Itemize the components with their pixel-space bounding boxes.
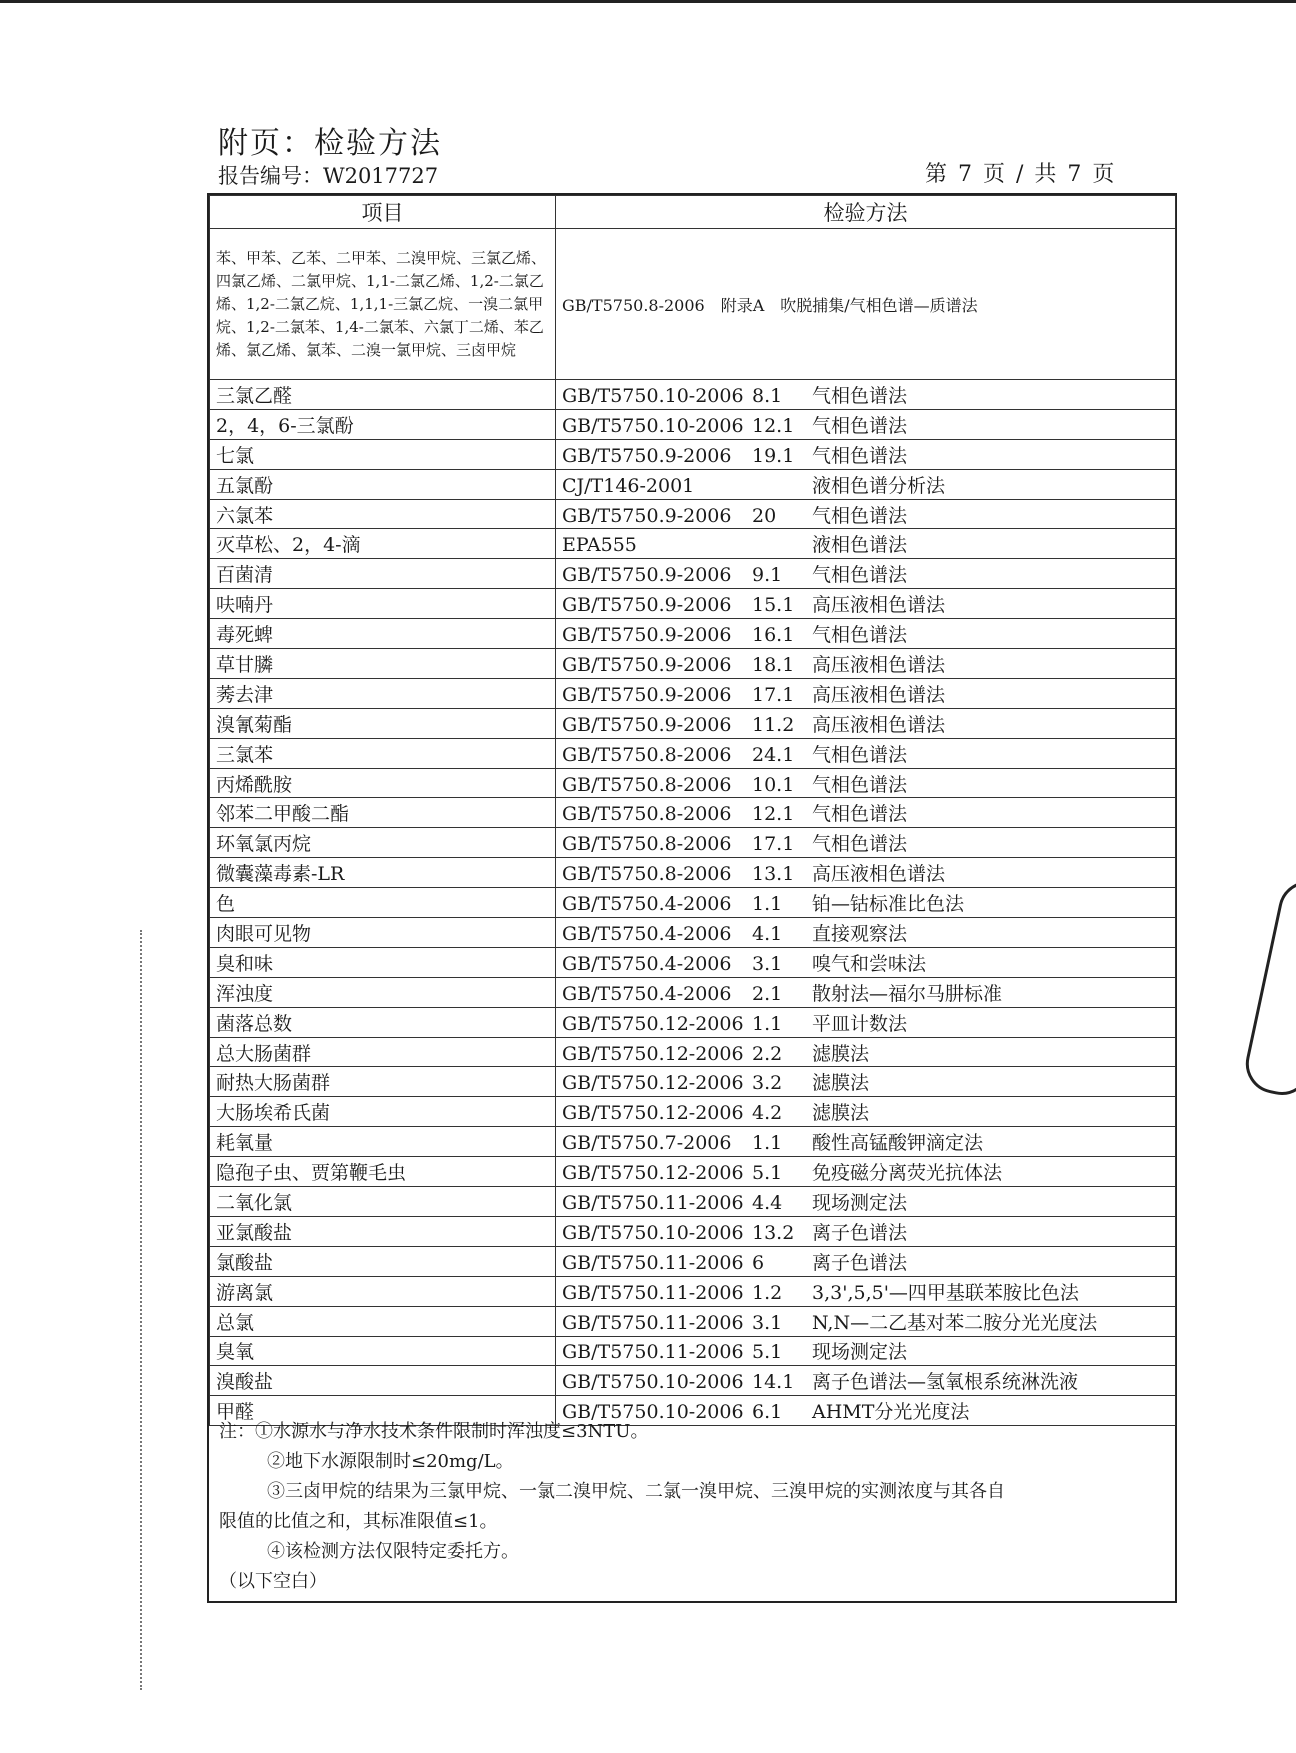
method-clause: 15.1 <box>752 594 795 617</box>
table-row <box>210 768 1176 798</box>
item-cell: 菌落总数 <box>210 1007 556 1037</box>
method-clause: 6.1 <box>752 1401 783 1424</box>
method-name: 嗅气和尝味法 <box>812 952 927 975</box>
column-header-method: 检验方法 <box>556 196 1176 229</box>
method-cell <box>556 918 1176 948</box>
method-clause: 17.1 <box>752 683 795 706</box>
method-clause: 10.1 <box>752 773 795 796</box>
item-cell: 五氯酚 <box>210 469 556 499</box>
table-row <box>210 619 1176 649</box>
method-name: 高压液相色谱法 <box>812 863 946 886</box>
table-row <box>210 1336 1176 1366</box>
item-cell: 二氧化氯 <box>210 1187 556 1217</box>
table-row <box>210 409 1176 439</box>
method-cell <box>556 678 1176 708</box>
method-standard: GB/T5750.11-2006 <box>562 1281 744 1304</box>
note-2: ②地下水源限制时≤20mg/L。 <box>267 1451 514 1472</box>
item-cell: 灭草松、2，4-滴 <box>210 529 556 559</box>
table-row <box>210 1187 1176 1217</box>
method-cell <box>556 977 1176 1007</box>
method-clause: 14.1 <box>752 1371 795 1394</box>
method-clause: 11.2 <box>752 713 795 736</box>
item-cell: 臭和味 <box>210 947 556 977</box>
method-standard: GB/T5750.4-2006 <box>562 982 732 1005</box>
method-cell <box>556 1366 1176 1396</box>
method-clause: 1.2 <box>752 1281 783 1304</box>
method-name: 离子色谱法 <box>812 1251 908 1274</box>
method-standard: GB/T5750.9-2006 <box>562 713 732 736</box>
method-standard: GB/T5750.12-2006 <box>562 1102 744 1125</box>
method-clause: 1.1 <box>752 1132 783 1155</box>
method-standard: GB/T5750.11-2006 <box>562 1251 744 1274</box>
method-clause: 16.1 <box>752 624 795 647</box>
item-cell: 丙烯酰胺 <box>210 768 556 798</box>
method-name: 现场测定法 <box>812 1341 908 1364</box>
method-cell <box>556 768 1176 798</box>
method-clause: 13.1 <box>752 863 795 886</box>
item-cell: 浑浊度 <box>210 977 556 1007</box>
item-cell: 六氯苯 <box>210 499 556 529</box>
item-cell: 臭氧 <box>210 1336 556 1366</box>
method-clause: 4.2 <box>752 1102 783 1125</box>
table-row <box>210 1276 1176 1306</box>
method-name: 平皿计数法 <box>812 1012 908 1035</box>
method-name: 高压液相色谱法 <box>812 653 946 676</box>
table-row <box>210 1366 1176 1396</box>
method-name: 高压液相色谱法 <box>812 594 946 617</box>
item-cell: 总氯 <box>210 1306 556 1336</box>
method-standard: GB/T5750.12-2006 <box>562 1042 744 1065</box>
method-name: 气相色谱法 <box>812 564 908 587</box>
method-name: 滤膜法 <box>812 1072 870 1095</box>
method-cell <box>556 708 1176 738</box>
method-standard: EPA555 <box>562 534 637 557</box>
item-cell: 环氧氯丙烷 <box>210 828 556 858</box>
table-row <box>210 1127 1176 1157</box>
method-clause: 24.1 <box>752 743 795 766</box>
method-standard: GB/T5750.12-2006 <box>562 1072 744 1095</box>
item-cell: 呋喃丹 <box>210 589 556 619</box>
method-cell <box>556 1336 1176 1366</box>
method-name: 气相色谱法 <box>812 414 908 437</box>
table-row <box>210 798 1176 828</box>
table-row <box>210 229 1176 380</box>
table-row <box>210 649 1176 679</box>
method-standard: GB/T5750.4-2006 <box>562 893 732 916</box>
item-cell: 肉眼可见物 <box>210 918 556 948</box>
method-clause: 17.1 <box>752 833 795 856</box>
table-row <box>210 1007 1176 1037</box>
method-standard: GB/T5750.9-2006 <box>562 683 732 706</box>
method-cell: GB/T5750.8-2006 附录A 吹脱捕集/气相色谱—质谱法 <box>556 229 1176 380</box>
table-row <box>210 589 1176 619</box>
method-name: 散射法—福尔马肼标准 <box>812 982 1003 1005</box>
method-standard: GB/T5750.4-2006 <box>562 952 732 975</box>
table-row <box>210 738 1176 768</box>
table-row <box>210 469 1176 499</box>
method-name: 现场测定法 <box>812 1191 908 1214</box>
item-cell: 溴酸盐 <box>210 1366 556 1396</box>
method-clause: 19.1 <box>752 444 795 467</box>
method-standard: GB/T5750.12-2006 <box>562 1162 744 1185</box>
method-name: 离子色谱法—氢氧根系统淋洗液 <box>812 1371 1079 1394</box>
item-cell: 草甘膦 <box>210 649 556 679</box>
column-header-item: 项目 <box>210 196 556 229</box>
item-cell: 耗氧量 <box>210 1127 556 1157</box>
method-standard: GB/T5750.9-2006 <box>562 444 732 467</box>
item-cell: 百菌清 <box>210 559 556 589</box>
item-cell: 亚氯酸盐 <box>210 1216 556 1246</box>
method-cell <box>556 1246 1176 1276</box>
table-row <box>210 380 1176 410</box>
table-row <box>210 1246 1176 1276</box>
method-clause: 5.1 <box>752 1162 783 1185</box>
method-standard: GB/T5750.8-2006 <box>562 773 732 796</box>
method-name: 液相色谱法 <box>812 534 908 557</box>
method-cell <box>556 1187 1176 1217</box>
method-clause: 1.1 <box>752 893 783 916</box>
item-cell: 邻苯二甲酸二酯 <box>210 798 556 828</box>
item-cell: 总大肠菌群 <box>210 1037 556 1067</box>
item-cell: 七氯 <box>210 439 556 469</box>
method-clause: 3.1 <box>752 1311 783 1334</box>
table-row <box>210 977 1176 1007</box>
method-standard: CJ/T146-2001 <box>562 474 695 497</box>
item-cell: 隐孢子虫、贾第鞭毛虫 <box>210 1157 556 1187</box>
item-cell: 三氯乙醛 <box>210 380 556 410</box>
method-cell <box>556 589 1176 619</box>
method-clause: 2.1 <box>752 982 783 1005</box>
item-cell: 溴氰菊酯 <box>210 708 556 738</box>
scan-edge <box>0 0 1296 3</box>
table-row <box>210 499 1176 529</box>
method-cell <box>556 1216 1176 1246</box>
method-standard: GB/T5750.11-2006 <box>562 1191 744 1214</box>
note-3-cont: 限值的比值之和，其标准限值≤1。 <box>219 1511 498 1532</box>
method-standard: GB/T5750.7-2006 <box>562 1132 732 1155</box>
method-cell <box>556 738 1176 768</box>
method-standard: GB/T5750.11-2006 <box>562 1311 744 1334</box>
table-row <box>210 1157 1176 1187</box>
method-clause: 3.2 <box>752 1072 783 1095</box>
method-cell <box>556 439 1176 469</box>
method-name: 气相色谱法 <box>812 833 908 856</box>
table-row <box>210 888 1176 918</box>
method-name: 3,3',5,5'—四甲基联苯胺比色法 <box>812 1281 1079 1304</box>
method-name: 气相色谱法 <box>812 384 908 407</box>
method-name: 高压液相色谱法 <box>812 683 946 706</box>
report-number: 报告编号：W2017727 <box>218 164 439 188</box>
item-cell: 微囊藻毒素-LR <box>210 858 556 888</box>
item-cell: 氯酸盐 <box>210 1246 556 1276</box>
table-row <box>210 1067 1176 1097</box>
method-name: 离子色谱法 <box>812 1221 908 1244</box>
method-standard: GB/T5750.9-2006 <box>562 624 732 647</box>
method-cell <box>556 380 1176 410</box>
method-name: 气相色谱法 <box>812 773 908 796</box>
method-name: 气相色谱法 <box>812 624 908 647</box>
method-standard: GB/T5750.8-2006 <box>562 833 732 856</box>
method-name: 滤膜法 <box>812 1102 870 1125</box>
method-cell <box>556 888 1176 918</box>
method-clause: 5.1 <box>752 1341 783 1364</box>
item-cell: 莠去津 <box>210 678 556 708</box>
item-cell: 耐热大肠菌群 <box>210 1067 556 1097</box>
method-name: 气相色谱法 <box>812 504 908 527</box>
method-cell <box>556 619 1176 649</box>
notes <box>219 1417 1169 1597</box>
seal-stamp <box>1240 875 1296 1100</box>
method-cell <box>556 798 1176 828</box>
method-standard: GB/T5750.9-2006 <box>562 653 732 676</box>
method-cell <box>556 1037 1176 1067</box>
item-cell: 苯、甲苯、乙苯、二甲苯、二溴甲烷、三氯乙烯、四氯乙烯、二氯甲烷、1,1-二氯乙烯、1,2-二氯乙烯、1,2-二氯乙烷、1,1,1-三氯乙烷、一溴二氯甲烷、1,2-二氯苯、1,4-二氯苯、六氯丁二烯、苯乙烯、氯乙烯、氯苯、二溴一氯甲烷、三卤甲烷 <box>210 229 556 380</box>
table-row <box>210 828 1176 858</box>
method-standard: GB/T5750.10-2006 <box>562 1401 744 1424</box>
method-name: 铂—钴标准比色法 <box>812 893 965 916</box>
method-standard: GB/T5750.4-2006 <box>562 922 732 945</box>
method-name: N,N—二乙基对苯二胺分光光度法 <box>812 1311 1098 1334</box>
table-row <box>210 678 1176 708</box>
method-standard: GB/T5750.10-2006 <box>562 414 744 437</box>
method-name: 气相色谱法 <box>812 444 908 467</box>
note-4: ④该检测方法仅限特定委托方。 <box>267 1541 519 1562</box>
method-cell <box>556 529 1176 559</box>
method-cell <box>556 828 1176 858</box>
method-cell <box>556 1097 1176 1127</box>
method-cell <box>556 1067 1176 1097</box>
method-name: 气相色谱法 <box>812 743 908 766</box>
method-clause: 3.1 <box>752 952 783 975</box>
method-cell <box>556 469 1176 499</box>
page-title: 附页：检验方法 <box>218 126 442 161</box>
method-cell <box>556 1007 1176 1037</box>
method-clause: 12.1 <box>752 414 795 437</box>
note-3: ③三卤甲烷的结果为三氯甲烷、一氯二溴甲烷、二氯一溴甲烷、三溴甲烷的实测浓度与其各自 <box>267 1481 1005 1502</box>
table-row <box>210 918 1176 948</box>
method-clause: 4.4 <box>752 1191 783 1214</box>
table-row <box>210 708 1176 738</box>
method-name: 免疫磁分离荧光抗体法 <box>812 1162 1003 1185</box>
method-standard: GB/T5750.10-2006 <box>562 1371 744 1394</box>
method-name: 酸性高锰酸钾滴定法 <box>812 1132 984 1155</box>
method-clause: 1.1 <box>752 1012 783 1035</box>
item-cell: 游离氯 <box>210 1276 556 1306</box>
method-cell <box>556 1157 1176 1187</box>
method-name: 气相色谱法 <box>812 803 908 826</box>
method-clause: 4.1 <box>752 922 783 945</box>
item-cell: 三氯苯 <box>210 738 556 768</box>
method-name: 液相色谱分析法 <box>812 474 946 497</box>
method-name: 滤膜法 <box>812 1042 870 1065</box>
methods-table <box>209 195 1176 1426</box>
method-cell <box>556 649 1176 679</box>
method-cell <box>556 1276 1176 1306</box>
method-name: AHMT分光光度法 <box>812 1401 970 1424</box>
method-cell <box>556 559 1176 589</box>
method-cell <box>556 1306 1176 1336</box>
table-row <box>210 1097 1176 1127</box>
table-row <box>210 1037 1176 1067</box>
table-row <box>210 559 1176 589</box>
method-standard: GB/T5750.10-2006 <box>562 384 744 407</box>
method-standard: GB/T5750.9-2006 <box>562 504 732 527</box>
table-row <box>210 529 1176 559</box>
end-blank-note: （以下空白） <box>219 1571 327 1592</box>
item-cell: 2，4，6-三氯酚 <box>210 409 556 439</box>
item-cell: 色 <box>210 888 556 918</box>
method-standard: GB/T5750.9-2006 <box>562 564 732 587</box>
method-clause: 6 <box>752 1251 765 1274</box>
method-clause: 9.1 <box>752 564 783 587</box>
item-cell: 大肠埃希氏菌 <box>210 1097 556 1127</box>
method-standard: GB/T5750.8-2006 <box>562 743 732 766</box>
method-name: 直接观察法 <box>812 922 908 945</box>
note-1: 注：①水源水与净水技术条件限制时浑浊度≤3NTU。 <box>219 1421 649 1442</box>
table-row <box>210 858 1176 888</box>
scan-margin-dots <box>140 930 144 1690</box>
method-standard: GB/T5750.11-2006 <box>562 1341 744 1364</box>
method-cell <box>556 858 1176 888</box>
table-row <box>210 1216 1176 1246</box>
method-clause: 12.1 <box>752 803 795 826</box>
method-clause: 20 <box>752 504 777 527</box>
method-cell <box>556 947 1176 977</box>
item-cell: 甲醛 <box>210 1396 556 1426</box>
table-row <box>210 439 1176 469</box>
method-name: 高压液相色谱法 <box>812 713 946 736</box>
method-standard: GB/T5750.8-2006 <box>562 803 732 826</box>
methods-frame <box>207 193 1177 1603</box>
method-standard: GB/T5750.12-2006 <box>562 1012 744 1035</box>
method-clause: 18.1 <box>752 653 795 676</box>
method-standard: GB/T5750.8-2006 <box>562 863 732 886</box>
method-clause: 2.2 <box>752 1042 783 1065</box>
method-clause: 13.2 <box>752 1221 795 1244</box>
method-standard: GB/T5750.10-2006 <box>562 1221 744 1244</box>
method-standard: GB/T5750.9-2006 <box>562 594 732 617</box>
method-cell <box>556 499 1176 529</box>
table-row <box>210 947 1176 977</box>
item-cell: 毒死蜱 <box>210 619 556 649</box>
method-cell <box>556 1127 1176 1157</box>
method-cell <box>556 409 1176 439</box>
page-indicator: 第 7 页 / 共 7 页 <box>925 162 1117 187</box>
table-row <box>210 1306 1176 1336</box>
method-clause: 8.1 <box>752 384 783 407</box>
